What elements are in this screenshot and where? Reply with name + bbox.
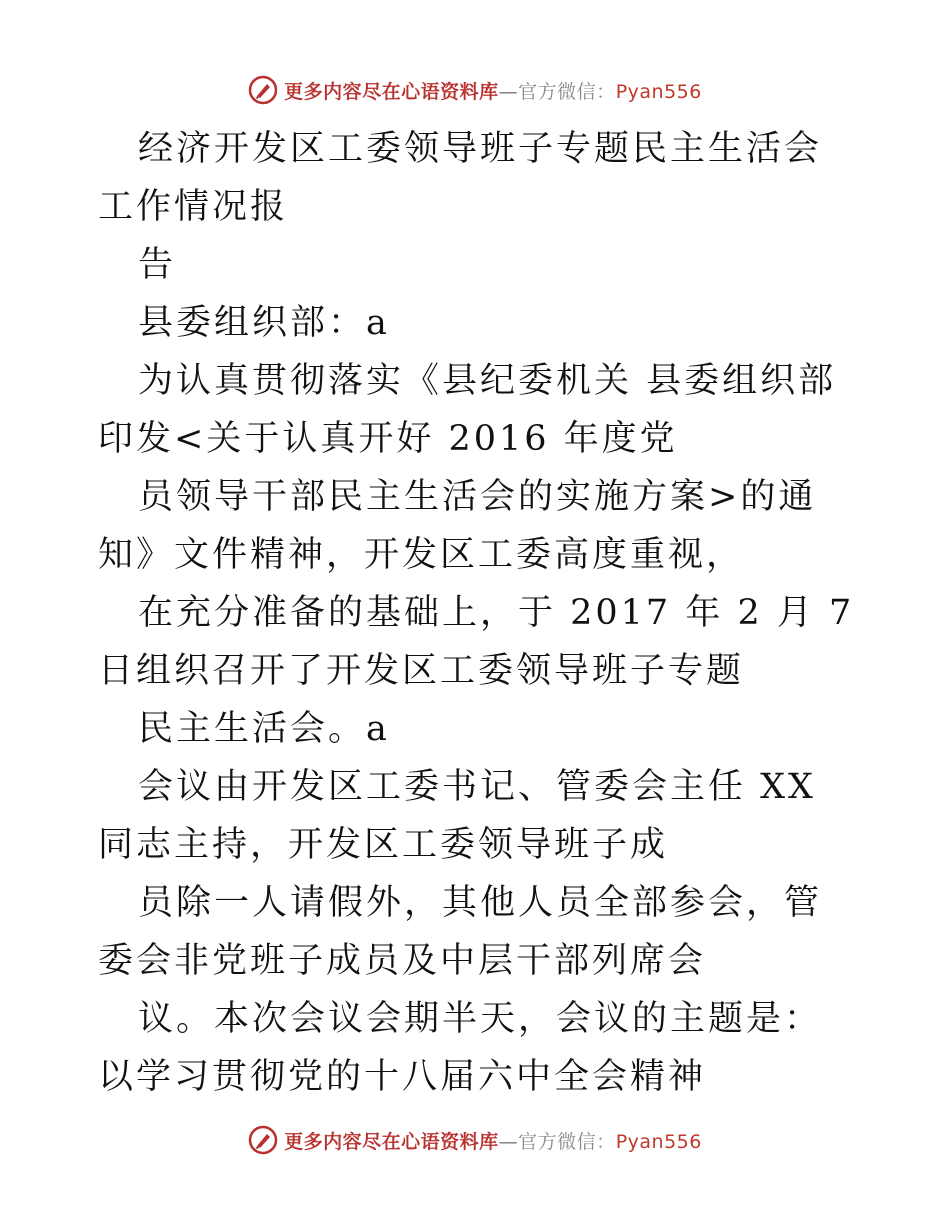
paragraph: 为认真贯彻落实《县纪委机关 县委组织部印发<关于认真开好 2016 年度党 xyxy=(98,361,837,459)
paragraph: 民主生活会。a xyxy=(138,709,390,749)
pen-circle-logo-icon xyxy=(248,1125,278,1155)
paragraph: 员领导干部民主生活会的实施方案>的通知》文件精神，开发区工委高度重视， xyxy=(98,477,817,575)
header-banner xyxy=(0,70,950,110)
pen-circle-logo-icon xyxy=(248,75,278,105)
paragraph: 在充分准备的基础上，于 2017 年 2 月 7 日组织召开了开发区工委领导班子专题 xyxy=(98,593,869,691)
banner-handle: Pyan556 xyxy=(615,1130,702,1153)
footer-banner xyxy=(0,1120,950,1160)
paragraph-title: 经济开发区工委领导班子专题民主生活会工作情况报 xyxy=(98,129,823,227)
paragraph-title-cont: 告 xyxy=(138,245,177,285)
paragraph: 会议由开发区工委书记、管委会主任 XX 同志主持，开发区工委领导班子成 xyxy=(98,767,831,865)
banner-label: 官方微信： xyxy=(518,80,616,103)
paragraph: 员除一人请假外，其他人员全部参会，管委会非党班子成员及中层干部列席会 xyxy=(98,883,823,981)
banner-label: 官方微信： xyxy=(518,1130,616,1153)
banner-separator: — xyxy=(498,1130,519,1153)
paragraph-salutation: 县委组织部：a xyxy=(138,303,390,343)
banner-brand: 更多内容尽在心语资料库 xyxy=(284,80,499,103)
document-body xyxy=(98,120,869,1106)
banner-handle: Pyan556 xyxy=(615,80,702,103)
banner-brand: 更多内容尽在心语资料库 xyxy=(284,1130,499,1153)
banner-separator: — xyxy=(498,80,519,103)
paragraph: 议。本次会议会期半天，会议的主题是：以学习贯彻党的十八届六中全会精神 xyxy=(98,999,823,1097)
banner-text xyxy=(284,1127,702,1154)
banner-text xyxy=(284,77,702,104)
